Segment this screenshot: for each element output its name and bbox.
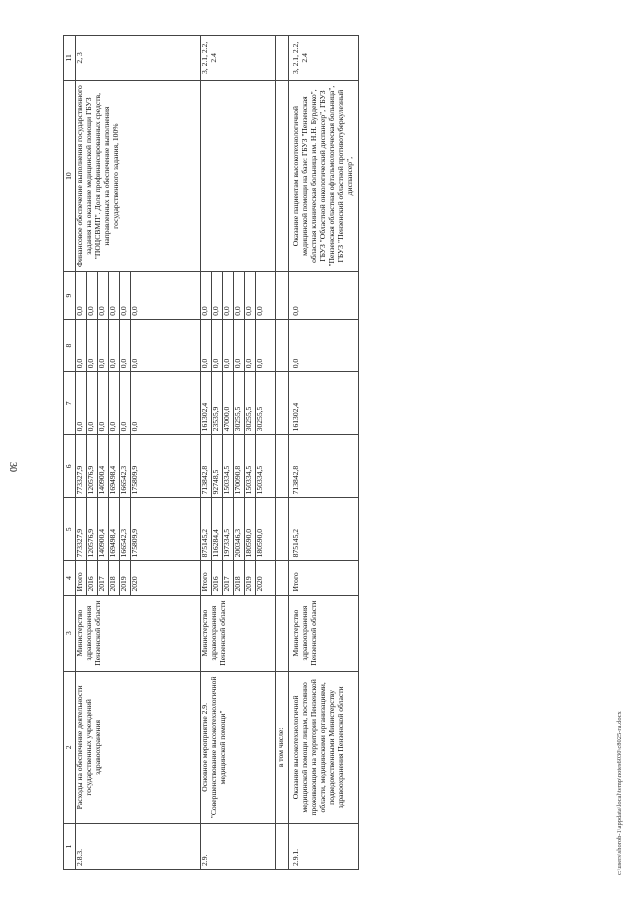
expected-result: Оказание пациентам высокотехнологичной медицинской помощи на базе: ГБУЗ "Пензенская областная клиническая больница им. Н.Н. Бурденко", ГБУЗ "Областной онкологический диспансер", ГБУЗ "Пензенская областная офтальмологическая больница", ГБУЗ "Пензенский областной противотуберкулезный диспансер", [289, 80, 359, 272]
expected-result [201, 80, 276, 272]
year-cell: Итого [289, 561, 359, 595]
value-cell: 0,0 [289, 272, 359, 319]
row-id: 2.8.3. [76, 824, 201, 870]
value-cell: 180590,0 [245, 498, 256, 561]
program-activities-table [63, 35, 359, 870]
indicator-ref: 3, 2.1, 2.2, 2.4 [289, 36, 359, 81]
value-cell: 875145,2 [289, 498, 359, 561]
value-cell: 200346,3 [234, 498, 245, 561]
executor: Министерство здравоохранения Пензенской области [201, 595, 276, 671]
value-cell: 0,0 [256, 272, 276, 319]
value-cell: 197334,5 [223, 498, 234, 561]
header-col-8: 8 [64, 319, 76, 372]
value-cell: 116284,4 [212, 498, 223, 561]
value-cell: 875145,2 [201, 498, 212, 561]
value-cell: 166542,3 [120, 498, 131, 561]
year-cell: 2019 [120, 561, 131, 595]
value-cell: 0,0 [120, 272, 131, 319]
executor: Министерство здравоохранения Пензенской области [76, 595, 201, 671]
header-col-1: 1 [64, 824, 76, 870]
value-cell: 161302,4 [289, 372, 359, 435]
value-cell: 140900,4 [98, 435, 109, 498]
year-cell: 2018 [234, 561, 245, 595]
empty-cell [276, 319, 289, 372]
value-cell: 0,0 [234, 272, 245, 319]
table-row [289, 36, 359, 870]
header-col-9: 9 [64, 272, 76, 319]
year-cell: 2016 [87, 561, 98, 595]
value-cell: 0,0 [201, 272, 212, 319]
value-cell: 773327,9 [76, 498, 87, 561]
value-cell: 0,0 [109, 319, 120, 372]
value-cell: 0,0 [212, 272, 223, 319]
table-row [76, 36, 87, 870]
value-cell: 0,0 [98, 319, 109, 372]
empty-cell [276, 80, 289, 272]
year-cell: 2017 [223, 561, 234, 595]
value-cell: 0,0 [131, 372, 201, 435]
value-cell: 150334,5 [245, 435, 256, 498]
indicator-ref: 2, 3 [76, 36, 201, 81]
header-col-11: 11 [64, 36, 76, 81]
value-cell: 0,0 [245, 319, 256, 372]
year-cell: Итого [76, 561, 87, 595]
header-col-6: 6 [64, 435, 76, 498]
header-col-10: 10 [64, 80, 76, 272]
value-cell: 140900,4 [98, 498, 109, 561]
inclusive-label-row [276, 36, 289, 870]
value-cell: 161302,4 [201, 372, 212, 435]
value-cell: 92748,5 [212, 435, 223, 498]
value-cell: 30255,5 [256, 372, 276, 435]
empty-cell [276, 595, 289, 671]
value-cell: 0,0 [131, 319, 201, 372]
activity-name: Основное мероприятие 2.9. "Совершенствование высокотехнологичной медицинской помощи" [201, 671, 276, 823]
value-cell: 0,0 [120, 319, 131, 372]
value-cell: 0,0 [87, 272, 98, 319]
column-number-header-row [64, 36, 76, 870]
value-cell: 0,0 [131, 272, 201, 319]
value-cell: 0,0 [201, 319, 212, 372]
empty-cell [276, 561, 289, 595]
value-cell: 0,0 [223, 319, 234, 372]
row-id: 2.9.1. [289, 824, 359, 870]
value-cell: 0,0 [289, 319, 359, 372]
page-number: 30 [7, 462, 18, 472]
value-cell: 0,0 [76, 319, 87, 372]
value-cell: 30255,5 [245, 372, 256, 435]
value-cell: 713842,8 [289, 435, 359, 498]
empty-cell [276, 372, 289, 435]
inclusive-label: в том числе: [276, 671, 289, 823]
value-cell: 0,0 [98, 372, 109, 435]
value-cell: 169498,4 [109, 498, 120, 561]
value-cell: 150334,5 [223, 435, 234, 498]
value-cell: 0,0 [87, 319, 98, 372]
value-cell: 170090,8 [234, 435, 245, 498]
empty-cell [276, 36, 289, 81]
value-cell: 0,0 [76, 372, 87, 435]
empty-cell [276, 498, 289, 561]
row-id: 2.9. [201, 824, 276, 870]
value-cell: 150334,5 [256, 435, 276, 498]
value-cell: 0,0 [245, 272, 256, 319]
table-row [201, 36, 212, 870]
empty-cell [276, 272, 289, 319]
value-cell: 166542,3 [120, 435, 131, 498]
activity-name: Оказание высокотехнологичной медицинской помощи лицам, постоянно проживающим на территории Пензенской области, медицинскими организациями, подведомственными Министерству здравоохранения Пензенской области [289, 671, 359, 823]
year-cell: 2017 [98, 561, 109, 595]
value-cell: 0,0 [109, 372, 120, 435]
value-cell: 0,0 [256, 319, 276, 372]
value-cell: 120576,9 [87, 498, 98, 561]
year-cell: 2020 [256, 561, 276, 595]
value-cell: 0,0 [76, 272, 87, 319]
year-cell: Итого [201, 561, 212, 595]
activity-name: Расходы на обеспечение деятельности государственных учреждений здравоохранения [76, 671, 201, 823]
value-cell: 713842,8 [201, 435, 212, 498]
executor: Министерство здравоохранения Пензенской области [289, 595, 359, 671]
expected-result: Финансовое обеспечение выполнения государственного задания на оказание медицинской помощи ГБУЗ "ПОЦСВМП". Доля профинансированных средств, направленных на обеспечение выполнения государственного задания, 100% [76, 80, 201, 272]
year-cell: 2018 [109, 561, 120, 595]
file-path-footer: c:\users\shorob-1\appdata\local\temp\notes6030\c8025-ra.docx [616, 711, 623, 875]
value-cell: 23535,9 [212, 372, 223, 435]
header-col-7: 7 [64, 372, 76, 435]
indicator-ref: 3, 2.1, 2.2, 2.4 [201, 36, 276, 81]
value-cell: 0,0 [109, 272, 120, 319]
value-cell: 0,0 [120, 372, 131, 435]
value-cell: 169498,4 [109, 435, 120, 498]
value-cell: 47000,0 [223, 372, 234, 435]
value-cell: 175809,9 [131, 435, 201, 498]
value-cell: 30255,5 [234, 372, 245, 435]
value-cell: 0,0 [212, 319, 223, 372]
value-cell: 773327,9 [76, 435, 87, 498]
empty-cell [276, 824, 289, 870]
value-cell: 0,0 [98, 272, 109, 319]
value-cell: 0,0 [87, 372, 98, 435]
empty-cell [276, 435, 289, 498]
value-cell: 180590,0 [256, 498, 276, 561]
header-col-3: 3 [64, 595, 76, 671]
value-cell: 120576,9 [87, 435, 98, 498]
year-cell: 2020 [131, 561, 201, 595]
year-cell: 2019 [245, 561, 256, 595]
value-cell: 0,0 [234, 319, 245, 372]
header-col-2: 2 [64, 671, 76, 823]
year-cell: 2016 [212, 561, 223, 595]
rotated-table-container [63, 35, 608, 870]
header-col-5: 5 [64, 498, 76, 561]
value-cell: 0,0 [223, 272, 234, 319]
value-cell: 175809,9 [131, 498, 201, 561]
header-col-4: 4 [64, 561, 76, 595]
